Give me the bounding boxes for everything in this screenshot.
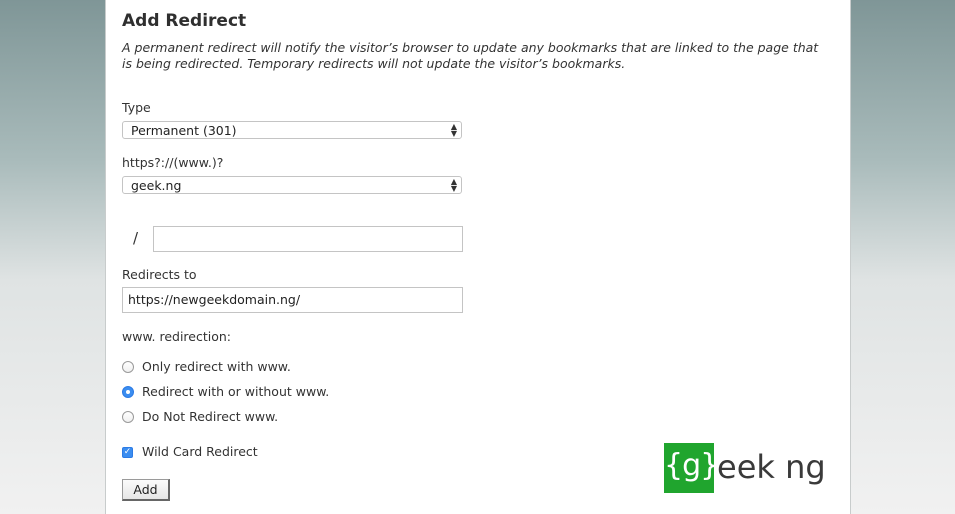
page-title: Add Redirect (122, 11, 247, 31)
logo-wordmark: eek ng (717, 448, 826, 486)
radio-button[interactable] (122, 411, 134, 423)
radio-button-selected[interactable] (122, 386, 134, 398)
logo-mark: {g} (664, 443, 714, 493)
select-arrows-icon: ▲ ▼ (450, 177, 458, 193)
path-input[interactable] (153, 226, 463, 252)
domain-select[interactable] (122, 176, 462, 194)
wildcard-label: Wild Card Redirect (142, 444, 258, 459)
radio-label: Only redirect with www. (142, 359, 291, 374)
radio-label: Redirect with or without www. (142, 384, 330, 399)
type-select-value: Permanent (301) (131, 123, 237, 138)
radio-button[interactable] (122, 361, 134, 373)
content-panel (105, 0, 851, 514)
add-button[interactable]: Add (122, 479, 170, 501)
select-arrows-icon: ▲ ▼ (450, 122, 458, 138)
type-label: Type (122, 100, 151, 115)
geek-ng-logo (664, 443, 834, 493)
domain-select-value: geek.ng (131, 178, 182, 193)
redirects-to-input[interactable]: https://newgeekdomain.ng/ (122, 287, 463, 313)
wildcard-checkbox[interactable]: ✓ (123, 447, 132, 457)
redirects-to-label: Redirects to (122, 267, 197, 282)
www-redirection-label: www. redirection: (122, 329, 232, 344)
domain-label: https?://(www.)? (122, 155, 224, 170)
path-separator: / (133, 229, 139, 247)
redirect-description: A permanent redirect will notify the visitor’s browser to update any bookmarks that are linked to the page that is being redirected. Temporary redirects will not update the visitor’s bookmarks. (122, 40, 819, 71)
type-select[interactable] (122, 121, 462, 139)
radio-label: Do Not Redirect www. (142, 409, 279, 424)
